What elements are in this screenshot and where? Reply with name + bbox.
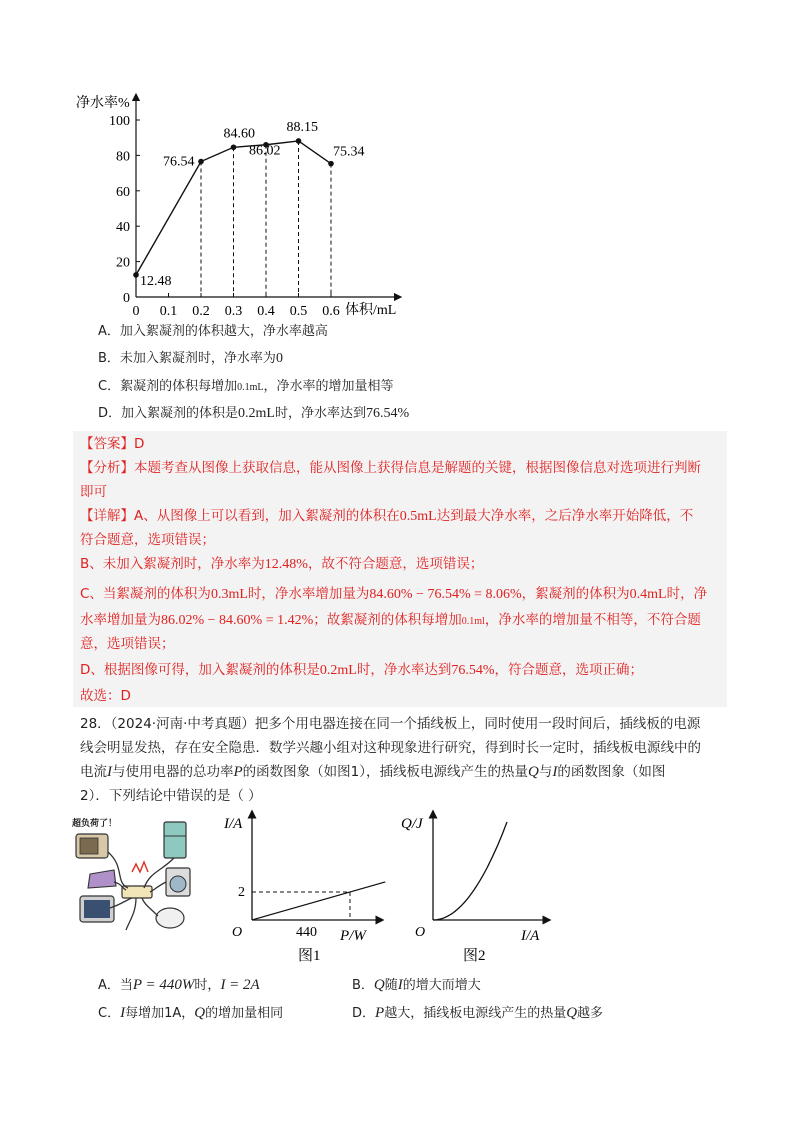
option-math: 76.54% <box>366 406 410 421</box>
data-label: 84.60 <box>223 126 255 142</box>
fig1-caption: 图1 <box>298 948 321 964</box>
option-text: 每增加1A， <box>125 1006 195 1021</box>
data-point <box>133 272 139 278</box>
stem-text: 的函数图象（如图 <box>557 764 666 780</box>
y-tick-label: 40 <box>116 220 130 236</box>
detail-text: 时，净水率达到 <box>356 662 452 678</box>
option-text: 的增加量相同 <box>205 1006 284 1021</box>
detail-text: 达到最大净水率，之后净水率开始降低，不 <box>436 508 694 524</box>
fig2-caption: 图2 <box>463 948 486 964</box>
data-point <box>198 159 204 165</box>
fig2-origin: O <box>415 925 426 940</box>
var-I: I <box>107 764 112 780</box>
chart1-axes <box>136 97 398 297</box>
spark-icon <box>132 862 148 872</box>
var-Q: Q <box>528 764 539 780</box>
analysis-line-1: 【分析】本题考查从图像上获取信息，能从图像上获得信息是解题的关键，根据图像信息对选项进行判断 <box>80 460 701 476</box>
detail-text: B、未加入絮凝剂时，净水率为 <box>80 556 265 572</box>
water-purification-chart <box>70 85 430 325</box>
option-letter: C． <box>98 379 121 394</box>
detail-line-1 <box>80 506 693 527</box>
detail-text: ，絮凝剂的体积为 <box>521 586 630 602</box>
var-Q: Q <box>373 977 385 993</box>
detail-c-line-1 <box>80 584 707 605</box>
figure-1-current-vs-power <box>212 808 387 968</box>
x-tick-label: 0 <box>132 304 140 319</box>
y-tick-label: 60 <box>116 184 130 200</box>
cartoon-caption: 超负荷了！ <box>72 819 118 829</box>
detail-text: 水率增加量为 <box>80 612 161 628</box>
option-text: A．当 <box>98 978 133 993</box>
data-label: 12.48 <box>140 273 172 289</box>
var-I: I <box>397 977 403 993</box>
final-choice: 故选：D <box>80 688 131 704</box>
detail-text: 时，净水率增加量为 <box>247 586 370 602</box>
var-P: P <box>375 1005 385 1021</box>
q28-stem-line-3 <box>80 762 665 782</box>
option-text: 越大，插线板电源线产生的热量 <box>384 1006 567 1021</box>
q27-option-a[interactable] <box>98 323 328 341</box>
detail-math: 0.2mL <box>319 663 357 678</box>
option-text: 加入絮凝剂的体积是 <box>121 406 239 421</box>
option-text: 未加入絮凝剂时，净水率为 <box>119 351 276 366</box>
x-tick-label: 0.2 <box>192 304 210 319</box>
option-letter: C． <box>98 1006 121 1021</box>
fig1-xlabel: P/W <box>340 928 366 944</box>
y-tick-label: 0 <box>123 291 130 306</box>
overloaded-power-strip-cartoon <box>70 812 205 940</box>
x-tick-label: 0.4 <box>257 304 275 319</box>
detail-d-line <box>80 660 643 681</box>
q27-option-c[interactable] <box>98 378 394 397</box>
q28-option-b[interactable] <box>352 976 481 995</box>
x-tick-label: 0.5 <box>289 304 308 319</box>
option-math: P = 440W <box>132 977 195 993</box>
q28-stem-line-1: 28．（2024·河南·中考真题）把多个用电器连接在同一个插线板上，同时使用一段时间后，插线板的电源 <box>80 716 701 732</box>
detail-text: ，净水率的增加量不相等，不符合题 <box>484 612 701 628</box>
option-text: 絮凝剂的体积每增加 <box>120 379 238 394</box>
option-letter: D． <box>98 406 122 421</box>
y-tick-label: 100 <box>109 114 130 129</box>
x-tick-label: 0.1 <box>159 304 178 319</box>
detail-text: 时，净 <box>666 586 708 602</box>
q28-option-c[interactable] <box>98 1004 283 1023</box>
answer-line: 【答案】D <box>80 436 145 452</box>
option-math: I = 2A <box>220 977 260 993</box>
option-letter: A． <box>98 324 120 339</box>
option-letter: B． <box>352 978 374 993</box>
detail-math: 0.4mL <box>629 587 667 602</box>
detail-line-2: 符合题意，选项错误； <box>80 532 215 548</box>
var-I: I <box>552 764 558 780</box>
detail-math: 0.3mL <box>210 587 248 602</box>
var-Q: Q <box>194 1005 206 1021</box>
y-tick-label: 80 <box>116 149 130 165</box>
option-math: 0 <box>275 351 283 366</box>
detail-text: D、根据图像可得，加入絮凝剂的体积是 <box>80 662 320 678</box>
detail-c-line-2 <box>80 610 701 632</box>
data-point <box>328 161 334 167</box>
option-text: 时，净水率达到 <box>274 406 366 421</box>
detail-text: ，故不符合题意，选项错误； <box>307 556 484 572</box>
data-label: 88.15 <box>286 119 318 135</box>
fig1-origin: O <box>232 925 243 940</box>
analysis-line-2: 即可 <box>80 484 107 500</box>
detail-b-line <box>80 554 483 575</box>
data-label: 86.02 <box>249 143 281 159</box>
fig2-curve <box>433 822 507 920</box>
fig1-line <box>252 882 385 920</box>
data-point <box>231 144 237 150</box>
option-text: 越多 <box>577 1006 604 1021</box>
option-math: 0.1mL <box>237 382 264 393</box>
option-text: ，净水率的增加量相等 <box>263 379 394 394</box>
x-tick-label: 0.3 <box>224 304 243 319</box>
y-tick-label: 20 <box>116 255 130 271</box>
q27-option-b[interactable] <box>98 350 283 368</box>
fig1-ylabel: I/A <box>224 816 243 832</box>
data-label: 76.54 <box>163 154 195 170</box>
fig2-xlabel: I/A <box>521 928 540 944</box>
fig1-x-tick: 440 <box>296 925 317 940</box>
chart1-ylabel: 净水率% <box>76 96 130 111</box>
data-point <box>296 138 302 144</box>
fig2-ylabel: Q/J <box>401 816 423 832</box>
q28-option-d[interactable] <box>352 1004 603 1023</box>
chart1-xlabel: 体积/mL <box>345 303 397 318</box>
q28-option-a[interactable] <box>98 976 260 995</box>
figure-2-heat-vs-current <box>395 808 555 968</box>
data-label: 75.34 <box>333 144 365 160</box>
q28-stem-line-2: 线会明显发热，存在安全隐患．数学兴趣小组对这种现象进行研究，得到时长一定时，插线板电源线中的 <box>80 740 701 756</box>
detail-math: 76.54% <box>451 663 495 678</box>
detail-math: 84.60% − 76.54% = 8.06% <box>369 587 522 602</box>
q28-stem-line-4: 2）．下列结论中错误的是（ ） <box>80 788 262 804</box>
stem-text: 电流 <box>80 764 107 780</box>
var-P: P <box>233 764 243 780</box>
option-text: 加入絮凝剂的体积越大，净水率越高 <box>119 324 328 339</box>
option-letter: D． <box>352 1006 376 1021</box>
stem-text: 与使用电器的总功率 <box>112 764 234 780</box>
stem-text: 的函数图象（如图1），插线板电源线产生的热量 <box>242 764 529 780</box>
var-Q: Q <box>566 1005 578 1021</box>
option-text: 的增大而增大 <box>402 978 481 993</box>
detail-text: ，符合题意，选项正确； <box>494 662 644 678</box>
x-tick-label: 0.6 <box>322 304 340 319</box>
stem-text: 与 <box>538 764 553 780</box>
detail-math: 86.02% − 84.60% = 1.42% <box>161 613 314 628</box>
option-math: 0.2mL <box>238 406 275 421</box>
detail-math: 0.1ml <box>461 616 485 627</box>
rice-cooker-icon <box>156 908 184 928</box>
option-text: 时， <box>194 978 221 993</box>
detail-math: 12.48% <box>264 557 308 572</box>
var-I: I <box>120 1005 126 1021</box>
q27-option-d[interactable] <box>98 405 409 423</box>
option-text: 随 <box>384 978 398 993</box>
detail-math: 0.5mL <box>399 509 437 524</box>
iron-icon <box>88 870 116 888</box>
detail-text: ；故絮凝剂的体积每增加 <box>313 612 462 628</box>
detail-c-line-3: 意，选项错误； <box>80 636 175 652</box>
chart1-dashed-guides <box>201 141 331 297</box>
fig1-y-tick: 2 <box>238 885 245 900</box>
refrigerator-icon <box>164 822 186 858</box>
detail-text: 【详解】A、从图像上可以看到，加入絮凝剂的体积在 <box>80 508 400 524</box>
option-letter: B． <box>98 351 120 366</box>
detail-text: C、当絮凝剂的体积为 <box>80 586 211 602</box>
